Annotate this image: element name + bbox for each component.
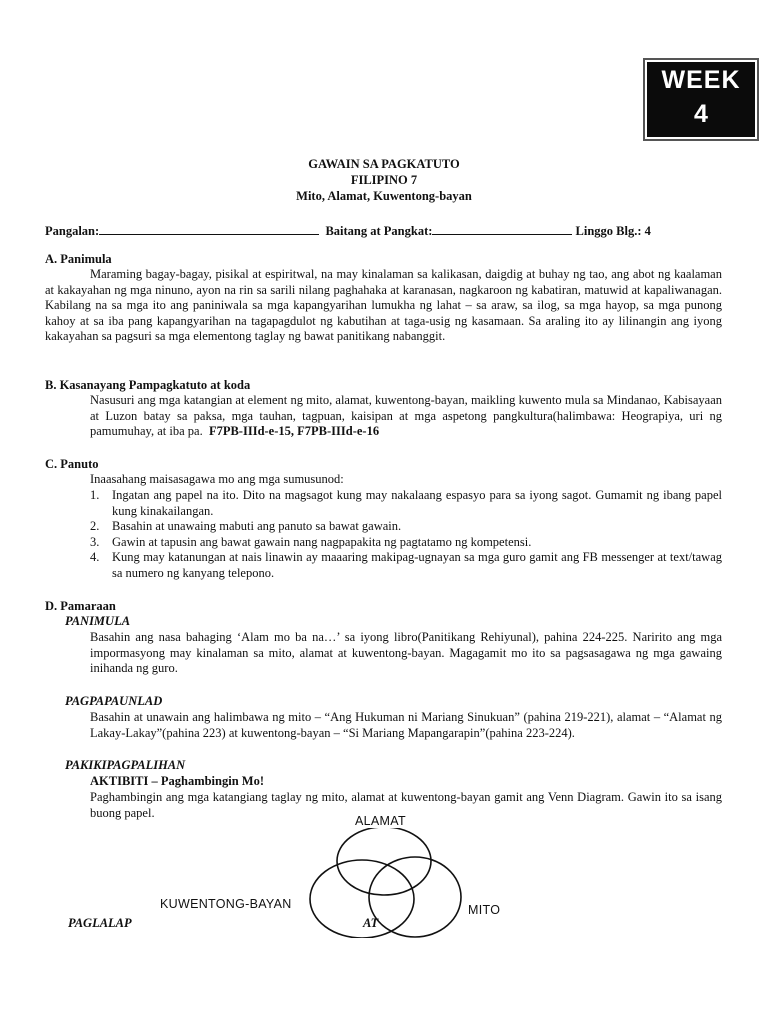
pakikipagpalihan-label: PAKIKIPAGPALIHAN <box>65 758 186 772</box>
doc-title: GAWAIN SA PAGKATUTO <box>308 157 460 171</box>
activity-title: AKTIBITI – Paghambingin Mo! <box>90 774 264 788</box>
grade-label: Baitang at Pangkat: <box>325 224 433 238</box>
panimula-label: PANIMULA <box>65 614 131 628</box>
section-a-body: Maraming bagay-bagay, pisikal at espiritwal, na may kinalaman sa kalikasan, daigdig at buhay ng tao, ang abot ng kaalaman at kakayahan ng mga ninuno, ayon na rin sa sarili nilang paghahaka at karanasan, nagkaroon ng kabatiran, matuwid at kapaliwanagan. Kabilang na sa mga ito ang paniniwala sa mga kapangyarihan lumukha ng lahat – sa araw, sa ilog, sa mga hayop, sa mga punong kahoy at sa iba pang kapangyarihan na tagapagdulot ng kabutihan at taga-usig ng kasamaan. Sa araling ito ay lilinangin ang iyong kakayahan sa pagsuri sa mga elementong taglay ng bawat panitikang nabanggit. <box>45 267 722 343</box>
section-c-heading: C. Panuto <box>45 457 99 471</box>
venn-circle-mito <box>369 857 461 937</box>
list-item: 2. Basahin at unawaing mabuti ang panuto sa bawat gawain. <box>90 519 402 533</box>
section-a-heading: A. Panimula <box>45 252 112 266</box>
paglalapat-extra: AT <box>363 916 379 930</box>
week-number-label: Linggo Blg.: 4 <box>575 224 651 238</box>
venn-diagram <box>300 828 470 938</box>
panimula-body: Basahin ang nasa bahaging ‘Alam mo ba na…’ sa iyong libro(Panitikang Rehiyunal), pahina 224-225. Naririto ang mga impormasyong may kinalaman sa mito, alamat at kuwentong-bayan. Magagamit mo ito sa pagsasagawa ng mga gawaing inihanda ng guro. <box>90 630 722 675</box>
list-item: 3. Gawin at tapusin ang bawat gawain nang nagpapakita ng pagtatamo ng kompetensi. <box>90 534 532 549</box>
pagpapaunlad-body: Basahin at unawain ang halimbawa ng mito – “Ang Hukuman ni Mariang Sinukuan” (pahina 219-221), alamat – “Alamat ng Lakay-Lakay”(pahina 223) at kuwentong-bayan – “Si Mariang Mapangarapin”(pahina 223-224). <box>90 710 722 740</box>
competency-code: F7PB-IIId-e-15, F7PB-IIId-e-16 <box>208 424 380 438</box>
section-b-body <box>90 393 722 440</box>
section-c-intro: Inaasahang maisasagawa mo ang mga sumusunod: <box>90 472 344 486</box>
venn-label-alamat: ALAMAT <box>355 814 406 828</box>
venn-circle-kuwentong-bayan <box>310 860 414 938</box>
section-b-text: Nasusuri ang mga katangian at element ng mito, alamat, kuwentong-bayan, maikling kuwento mula sa Mindanao, Kabisayaan at Luzon batay sa paksa, mga tauhan, tagpuan, kaisipan at mga aspetong pangkultura(halimbawa: Heograpiya, uri ng pamumuhay, at iba pa. <box>90 393 722 438</box>
doc-subject: FILIPINO 7 <box>350 173 418 187</box>
pagpapaunlad-label: PAGPAPAUNLAD <box>65 694 163 708</box>
name-field[interactable] <box>99 222 319 235</box>
list-item: 1. Ingatan ang papel na ito. Dito na magsagot kung may nakalaang espasyo para sa iyong sagot. Gumamit ng ibang papel kung kinakailangan. <box>90 488 722 518</box>
activity-body: Paghambingin ang mga katangiang taglay ng mito, alamat at kuwentong-bayan gamit ang Venn Diagram. Gawin ito sa isang buong papel. <box>90 790 722 820</box>
name-label: Pangalan: <box>45 224 100 238</box>
student-fields <box>45 222 725 240</box>
week-badge <box>643 58 759 141</box>
week-label: WEEK <box>661 66 741 94</box>
doc-topic: Mito, Alamat, Kuwentong-bayan <box>296 189 472 203</box>
list-item: 4. Kung may katanungan at nais linawin ay maaaring makipag-ugnayan sa mga guro gamit ang FB messenger at text/tawag sa numero ng kanyang telepono. <box>90 550 722 580</box>
section-b-heading: B. Kasanayang Pampagkatuto at koda <box>45 378 251 392</box>
instructions-list <box>90 488 722 581</box>
paglalapat-label: PAGLALAP <box>68 916 132 930</box>
week-number: 4 <box>694 100 708 128</box>
section-d-heading: D. Pamaraan <box>45 599 116 613</box>
venn-label-mito: MITO <box>468 903 501 917</box>
venn-label-kuwentong-bayan: KUWENTONG-BAYAN <box>160 897 292 911</box>
grade-field[interactable] <box>432 222 572 235</box>
